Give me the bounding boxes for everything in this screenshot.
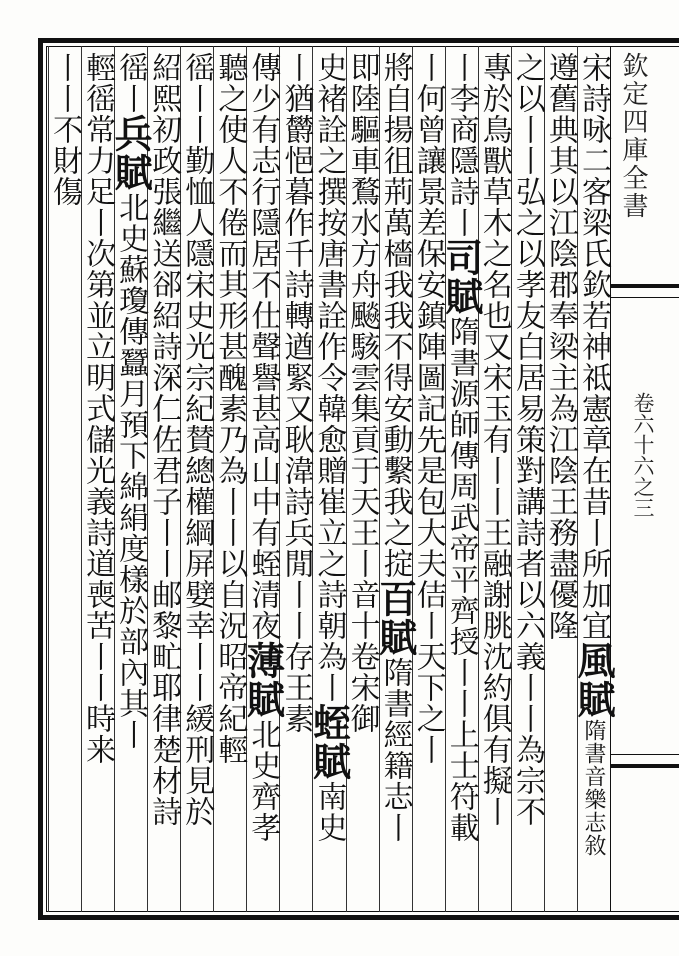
text-segment: 徭丨 (113, 52, 149, 114)
text-column-c11 (240, 52, 286, 908)
text-segment: 丨李商隱詩丨 (443, 52, 479, 238)
text-column-c17 (47, 52, 83, 908)
text-column-c15 (108, 52, 154, 908)
heading-character: 賦 (438, 277, 484, 316)
text-column-c7 (372, 52, 418, 908)
text-segment: 之以丨丨弘之以孝友白居易策對講詩者以六義丨丨為宗不 (509, 52, 545, 827)
text-segment: 徭丨丨勤恤人隱宋史光宗紀賛總權綱屏嬖幸丨丨緩刑見於 (179, 52, 215, 827)
text-column-c9 (306, 52, 352, 908)
text-segment: 即陸驅車鶩水方舟飈駭雲集貢于天王 (344, 52, 380, 548)
text-column-c16 (80, 52, 116, 908)
text-segment: 北史蘇瓊傳蠶月預下綿絹度樣於部內其丨 (113, 192, 149, 750)
text-column-c1 (570, 52, 616, 908)
heading-character: 蛭 (306, 703, 352, 742)
margin-volume-number: 卷六十六之三 (631, 392, 655, 518)
text-segment: 丨丨不財傷 (47, 52, 83, 207)
text-segment: 史褚詮之撰按唐書詮作令韓愈贈崔立之詩朝為丨 (311, 52, 347, 703)
heading-character: 薄 (240, 641, 286, 680)
text-segment: 宋詩咏二客梁氏欽若神祗憲章在昔丨所加宜 (575, 52, 611, 641)
text-column-c4 (476, 52, 512, 908)
text-segment: 丨次第並立明式儲光義詩道喪苦丨丨時来 (80, 207, 116, 765)
heading-character: 賦 (570, 680, 616, 719)
text-segment: 北史齊孝 (245, 719, 281, 843)
text-segment: 輕徭常力足 (80, 52, 116, 207)
text-segment: 傳少有志行隱居不仕聲譽甚高山中有蛭清夜 (245, 52, 281, 641)
text-segment: 隋書經籍志丨 (377, 657, 413, 843)
text-segment: 丨音十卷宋御 (344, 548, 380, 734)
text-segment: 聽之使人不倦而其形甚醜素乃為丨丨以自況 (212, 52, 248, 641)
heading-character: 兵 (108, 114, 154, 153)
fishtail-top (610, 284, 679, 298)
heading-character: 賦 (372, 618, 418, 657)
text-segment: 隋書音樂志敘 (580, 719, 606, 857)
text-segment: 昭帝紀輕 (212, 641, 248, 765)
text-segment: 將自揚徂荊萬檣我我不得安動繫我之掟 (377, 52, 413, 579)
text-segment: 保安鎮陣圖記先是包大夫佶丨天下之丨 (410, 238, 446, 765)
text-column-c3 (509, 52, 545, 908)
text-segment: 專於鳥獸草木之名也又宋玉有丨丨王融謝朓沈約俱有擬丨 (476, 52, 512, 827)
text-segment: 紹熙初政張繼送郤紹詩深仁佐君子丨丨邮黎甿耶律楚材詩 (146, 52, 182, 827)
text-segment: 遵舊典其以江陰郡奉梁主為江陰王務盡優隆 (542, 52, 578, 641)
text-column-c10 (278, 52, 314, 908)
heading-character: 賦 (240, 680, 286, 719)
text-column-c13 (179, 52, 215, 908)
text-segment: 王素 (278, 672, 314, 734)
text-column-c2 (542, 52, 578, 908)
margin-book-title: 欽定四庫全書 (618, 52, 648, 220)
text-segment: 隋書源師傳周武帝平齊授丨丨上士符載 (443, 316, 479, 843)
fishtail-bottom (610, 754, 679, 768)
text-segment: 丨何曾讓景差 (410, 52, 446, 238)
heading-character: 賦 (306, 742, 352, 781)
heading-character: 百 (372, 579, 418, 618)
heading-character: 風 (570, 641, 616, 680)
text-segment: 南史 (311, 781, 347, 843)
text-segment: 丨猶欝悒暮作千詩轉遒緊又耿湋詩兵閒丨丨存 (278, 52, 314, 672)
text-column-c5 (438, 52, 484, 908)
text-column-c12 (212, 52, 248, 908)
heading-character: 賦 (108, 153, 154, 192)
text-column-c6 (410, 52, 446, 908)
heading-character: 司 (438, 238, 484, 277)
